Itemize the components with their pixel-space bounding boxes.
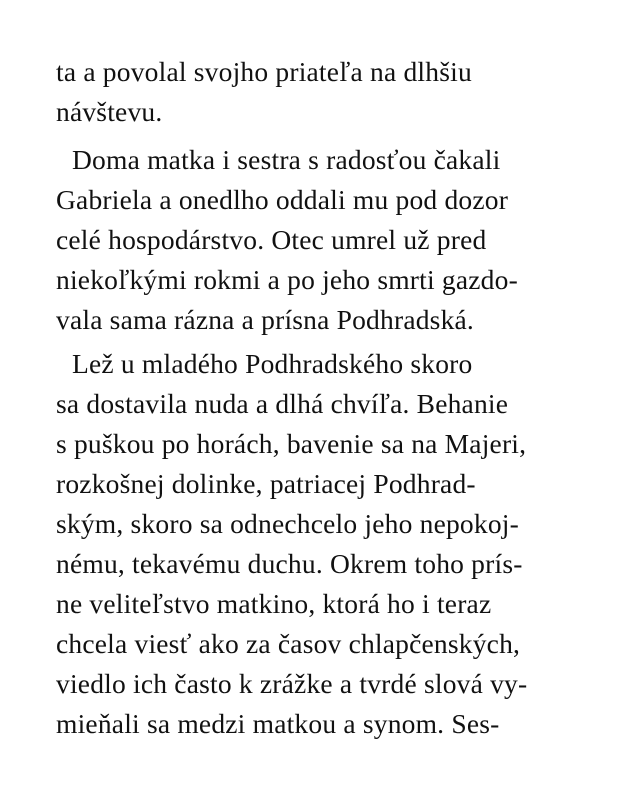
text-line: vala sama rázna a prísna Podhradská. <box>56 304 475 335</box>
text-line: nému, tekavému duchu. Okrem toho prís- <box>56 548 523 579</box>
paragraph-first-line: Lež u mladého Podhradského skoro <box>72 348 473 379</box>
text-line: Gabriela a onedlho oddali mu pod dozor <box>56 184 509 215</box>
text-line: návštevu. <box>56 96 163 127</box>
text-line: celé hospodárstvo. Otec umrel už pred <box>56 224 487 255</box>
text-line: sa dostavila nuda a dlhá chvíľa. Behanie <box>56 388 509 419</box>
paragraph-first-line: Doma matka i sestra s radosťou čakali <box>72 144 501 175</box>
text-line: ne veliteľstvo matkino, ktorá ho i teraz <box>56 588 492 619</box>
text-line: rozkošnej dolinke, patriacej Podhrad- <box>56 468 476 499</box>
text-line: s puškou po horách, bavenie sa na Majeri, <box>56 428 527 459</box>
text-line: ským, skoro sa odnechcelo jeho nepokoj- <box>56 508 519 539</box>
text-line: ta a povolal svojho priateľa na dlhšiu <box>56 56 472 87</box>
text-line: mieňali sa medzi matkou a synom. Ses- <box>56 708 500 739</box>
text-line: viedlo ich často k zrážke a tvrdé slová vy- <box>56 668 528 699</box>
text-line: niekoľkými rokmi a po jeho smrti gazdo- <box>56 264 518 295</box>
text-line: chcela viesť ako za časov chlapčenských, <box>56 628 521 659</box>
